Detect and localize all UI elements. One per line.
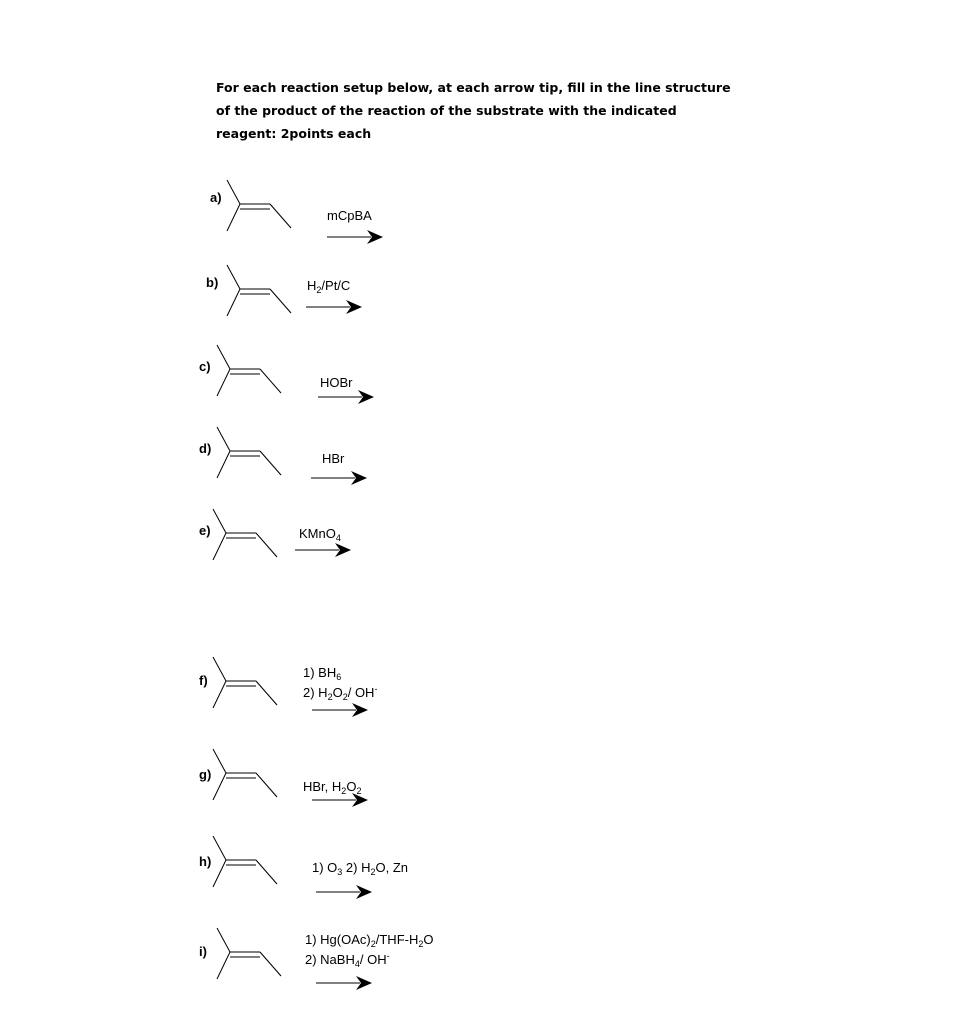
alkene-structure [212, 924, 302, 986]
reaction-h [0, 832, 960, 912]
reaction-label: a) [210, 190, 222, 205]
reaction-d [0, 423, 960, 503]
reaction-arrow [312, 793, 372, 807]
reaction-label: i) [199, 944, 207, 959]
reaction-label: g) [199, 767, 212, 782]
reagent-text [303, 663, 377, 703]
reagent-step-1: 1) $Hg(OAc)_2/THF-H_2O$ [305, 932, 434, 949]
reagent-text: HOBr [320, 375, 353, 390]
reaction-arrow [316, 885, 376, 899]
reaction-c [0, 341, 960, 421]
reaction-label: e) [199, 523, 211, 538]
reaction-label: d) [199, 441, 212, 456]
reaction-a [0, 176, 960, 256]
reaction-label: f) [199, 673, 208, 688]
reaction-f [0, 653, 960, 733]
instructions-text: For each reaction setup below, at each arrow tip, fill in the line structure of the product of the reaction of the substrate with the indicated reagent: 2points each [216, 80, 731, 141]
alkene-structure [208, 653, 298, 715]
alkene-structure [208, 745, 298, 807]
reaction-arrow [327, 230, 387, 244]
reaction-arrow [306, 300, 366, 314]
reaction-arrow [312, 703, 372, 717]
reaction-arrow [318, 390, 378, 404]
reagent-step-2: 2) $H_2O_2/$ OH- [303, 684, 378, 702]
reaction-arrow [311, 471, 371, 485]
reagent-text: 1) $O_3$ 2) $H_2O$, Zn [312, 860, 409, 877]
reaction-label: h) [199, 854, 212, 869]
alkene-structure [208, 832, 298, 894]
reaction-b [0, 261, 960, 341]
reaction-arrow [316, 976, 376, 990]
reagent-text: HBr, $H_2O_2$ [303, 779, 362, 796]
alkene-structure [222, 261, 312, 323]
reagent-step-2: 2) NaBH$_4$/ OH- [305, 951, 390, 969]
alkene-structure [208, 505, 298, 567]
reagent-text: HBr [322, 451, 345, 466]
reagent-text: mCpBA [327, 208, 372, 223]
reaction-g [0, 745, 960, 825]
reaction-arrow [295, 543, 355, 557]
reaction-label: b) [206, 275, 219, 290]
reaction-i [0, 924, 960, 1004]
alkene-structure [212, 341, 302, 403]
alkene-structure [222, 176, 312, 238]
reaction-e [0, 505, 960, 585]
reagent-text [305, 930, 434, 970]
reaction-label: c) [199, 359, 211, 374]
alkene-structure [212, 423, 302, 485]
reagent-text: $H_2/Pt/C$ [307, 278, 351, 295]
reagent-step-1: 1) $BH_6$ [303, 665, 342, 682]
reagent-text: KMnO$_4$ [299, 526, 341, 543]
